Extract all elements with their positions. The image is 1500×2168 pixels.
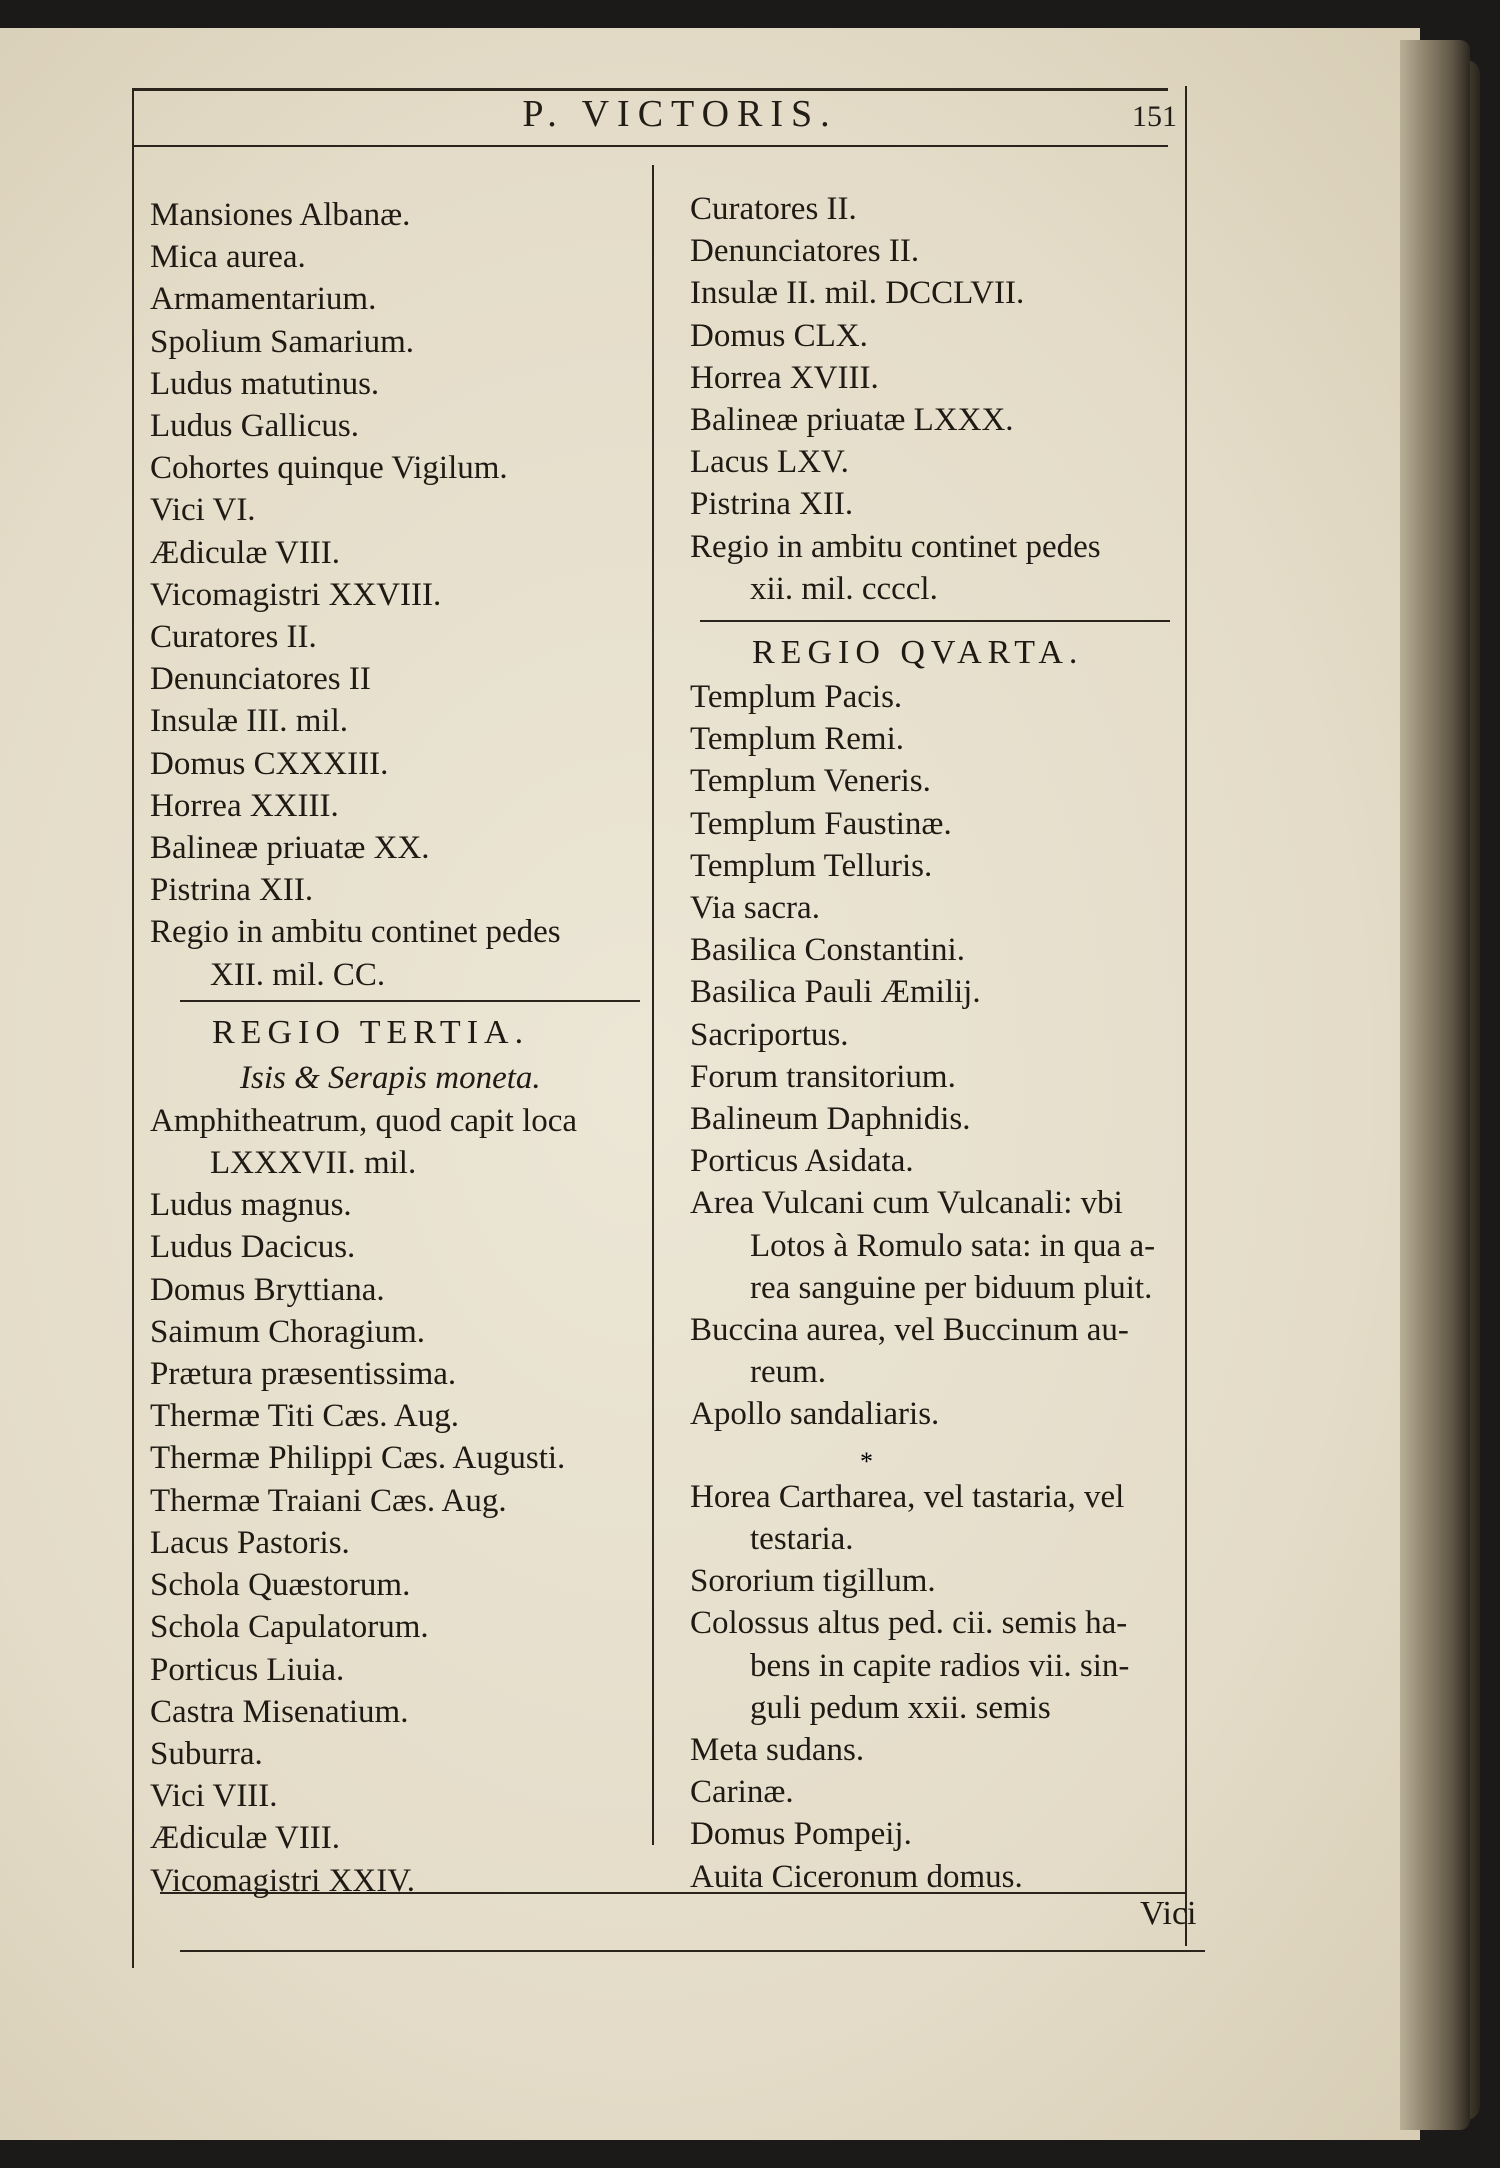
list-item: Insulæ III. mil.	[150, 703, 348, 740]
list-item: Horrea XVIII.	[690, 359, 879, 396]
list-item: Apollo sandaliaris.	[690, 1396, 940, 1433]
list-item-continuation: testaria.	[750, 1520, 854, 1557]
list-item: Auita Ciceronum domus.	[690, 1858, 1023, 1895]
list-item: Pistrina XII.	[690, 486, 854, 523]
list-item: Vicomagistri XXVIII.	[150, 576, 442, 613]
list-item: Horrea XXIII.	[150, 787, 339, 824]
list-item-continuation: xii. mil. ccccl.	[750, 570, 938, 607]
header-rule-lower	[133, 145, 1168, 147]
list-item: Carinæ.	[690, 1774, 794, 1811]
list-item: Horea Carthareа, vel tastaria, vel	[690, 1478, 1125, 1515]
list-item: Templum Telluris.	[690, 847, 933, 884]
list-item: Buccina aurea, vel Buccinum au-	[690, 1312, 1129, 1349]
list-item: Domus CLX.	[690, 317, 868, 354]
list-item: Templum Faustinæ.	[690, 805, 952, 842]
list-item: Balineæ priuatæ LXXX.	[690, 402, 1014, 439]
list-item: Castra Misenatium.	[150, 1693, 409, 1730]
list-item: Via sacra.	[690, 890, 820, 927]
asterisk-mark: *	[860, 1446, 873, 1476]
list-item: Vicomagistri XXIV.	[150, 1862, 416, 1899]
list-item: Thermæ Philippi Cæs. Augusti.	[150, 1440, 566, 1477]
list-item: Ludus matutinus.	[150, 365, 380, 402]
list-item: Saimum Choragium.	[150, 1313, 425, 1350]
region-subtitle: Isis & Serapis moneta.	[240, 1059, 541, 1096]
list-item: Thermæ Traiani Cæs. Aug.	[150, 1482, 507, 1519]
list-item: Mica aurea.	[150, 239, 306, 276]
list-item: Lacus Pastoris.	[150, 1524, 350, 1561]
list-item: Domus Pompeij.	[690, 1816, 912, 1853]
running-head: P. VICTORIS.	[522, 93, 838, 135]
list-item: Basilica Pauli Æmilij.	[690, 974, 981, 1011]
list-item: Ludus magnus.	[150, 1187, 352, 1224]
footer-rule-lower	[180, 1950, 1205, 1952]
list-item: Porticus Liuia.	[150, 1651, 345, 1688]
page-fore-edge	[1400, 40, 1470, 2130]
list-item-continuation: guli pedum xxii. semis	[750, 1689, 1051, 1726]
list-item: Amphitheatrum, quod capit loca	[150, 1102, 578, 1139]
left-frame-rule	[132, 88, 134, 1968]
list-item: Armamentarium.	[150, 281, 377, 318]
list-item: Vici VI.	[150, 492, 256, 529]
list-item: Insulæ II. mil. DCCLVII.	[690, 275, 1025, 312]
list-item: Prætura præsentissima.	[150, 1356, 457, 1393]
list-item: Area Vulcani cum Vulcanali: vbi	[690, 1185, 1123, 1222]
left-column	[150, 194, 650, 1902]
list-item: Curatores II.	[690, 191, 857, 227]
section-rule	[700, 620, 1170, 622]
list-item: Spolium Samarium.	[150, 323, 414, 360]
list-item: Denunciatores II	[150, 661, 371, 698]
list-item: Ludus Dacicus.	[150, 1229, 356, 1266]
region-title: REGIO TERTIA.	[212, 1013, 530, 1051]
list-item: Schola Capulatorum.	[150, 1609, 429, 1646]
list-item: Cohortes quinque Vigilum.	[150, 450, 508, 487]
list-item: Ædiculæ VIII.	[150, 534, 341, 571]
section-rule	[180, 1000, 640, 1002]
list-item: Ludus Gallicus.	[150, 408, 359, 445]
list-item: Suburra.	[150, 1735, 263, 1772]
list-item: Curatores II.	[150, 619, 317, 656]
list-item: Balineæ priuatæ XX.	[150, 830, 430, 867]
list-item: Templum Pacis.	[690, 679, 903, 716]
list-item-continuation: reum.	[750, 1354, 827, 1391]
list-item: Pistrina XII.	[150, 872, 314, 909]
list-item: Denunciatores II.	[690, 233, 920, 270]
list-item-continuation: rea sanguine per biduum pluit.	[750, 1269, 1153, 1306]
list-item: Forum transitorium.	[690, 1058, 956, 1095]
list-item-continuation: LXXXVII. mil.	[210, 1145, 417, 1182]
list-item: Domus CXXXIII.	[150, 745, 389, 782]
list-item: Regio in ambitu continet pedes	[150, 914, 561, 951]
list-item: Lacus LXV.	[690, 444, 849, 481]
list-item: Sacriportus.	[690, 1016, 849, 1053]
list-item: Sororium tigillum.	[690, 1563, 936, 1600]
list-item-continuation: bens in capite radios vii. sin-	[750, 1647, 1130, 1684]
list-item: Regio in ambitu continet pedes	[690, 528, 1101, 565]
list-item: Vici VIII.	[150, 1778, 278, 1815]
catchword: Vici	[1140, 1895, 1197, 1932]
list-item: Templum Remi.	[690, 721, 905, 758]
list-item: Porticus Asidata.	[690, 1143, 914, 1180]
list-item-continuation: Lotos à Romulo sata: in qua a-	[750, 1227, 1156, 1264]
list-item-continuation: XII. mil. CC.	[210, 956, 386, 993]
list-item: Domus Bryttiana.	[150, 1271, 385, 1308]
right-column	[690, 188, 1190, 1898]
list-item: Schola Quæstorum.	[150, 1567, 411, 1604]
header-rule	[133, 88, 1168, 91]
list-item: Thermæ Titi Cæs. Aug.	[150, 1398, 460, 1435]
region-title: REGIO QVARTA.	[752, 634, 1084, 672]
column-divider	[652, 165, 654, 1845]
page-number: 151	[1132, 100, 1177, 133]
list-item: Meta sudans.	[690, 1731, 865, 1768]
list-item: Balineum Daphnidis.	[690, 1101, 971, 1138]
list-item: Templum Veneris.	[690, 763, 931, 800]
list-item: Ædiculæ VIII.	[150, 1820, 341, 1857]
list-item: Basilica Constantini.	[690, 932, 965, 969]
list-item: Mansiones Albanæ.	[150, 197, 411, 233]
list-item: Colossus altus ped. cii. semis ha-	[690, 1605, 1128, 1642]
